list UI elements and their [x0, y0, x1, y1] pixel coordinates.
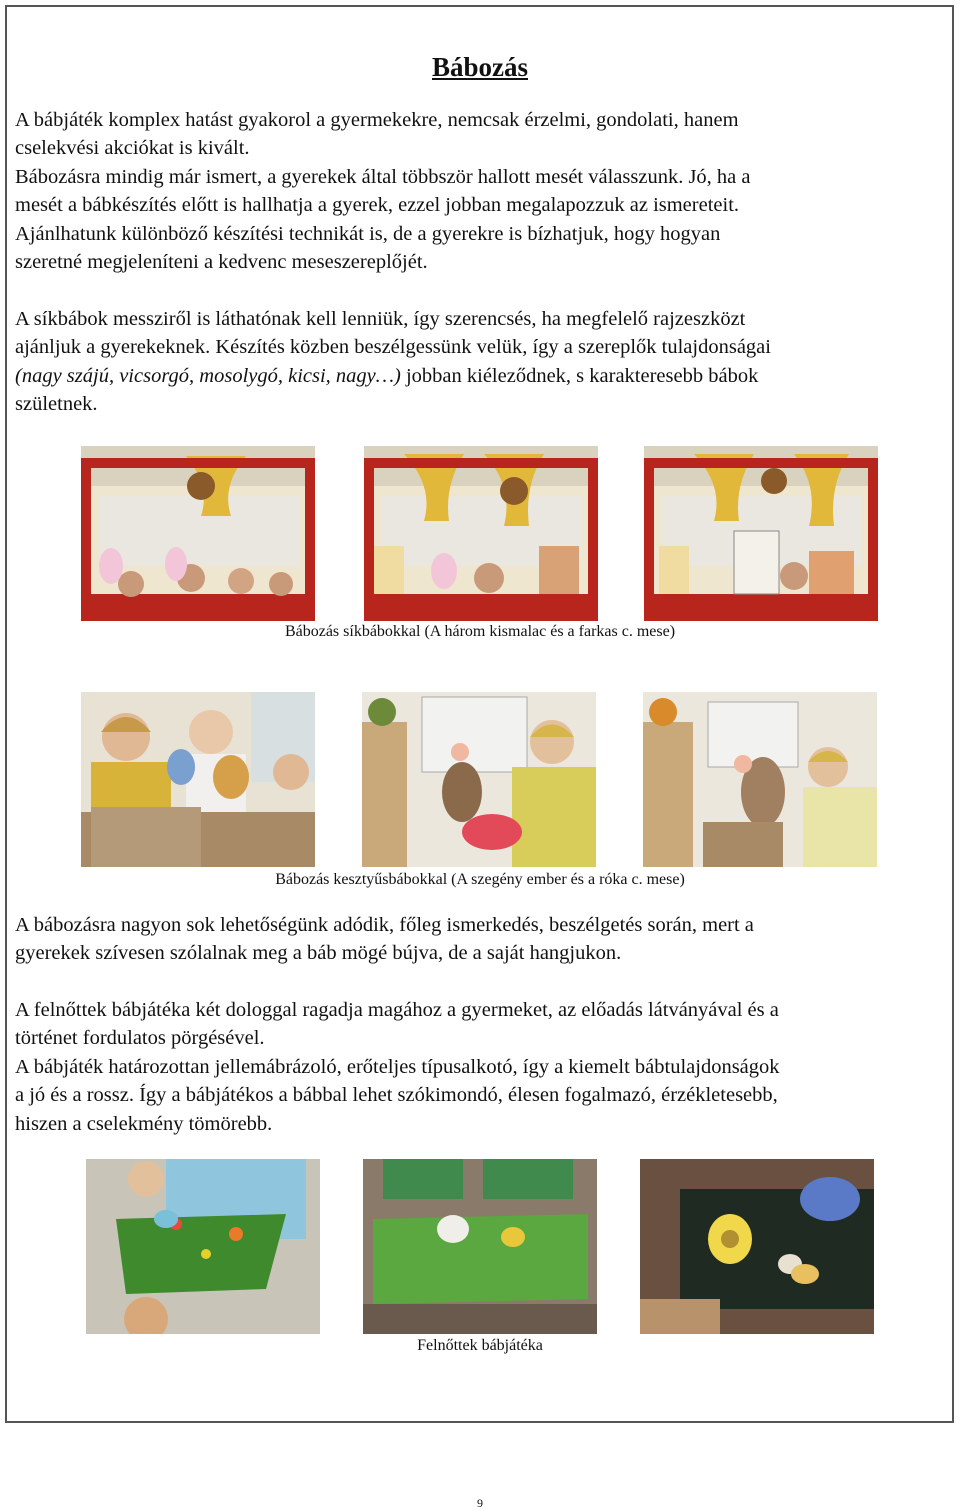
intro-paragraph [15, 106, 945, 276]
felnottek-line: történet fordulatos pörgésével. [15, 1027, 265, 1050]
photo-felnott-2 [363, 1159, 597, 1334]
lehetoseg-line: gyerekek szívesen szólalnak meg a báb mögé bújva, de a saját hangjukon. [15, 942, 622, 965]
felnottek-line: a jó és a rossz. Így a bábjátékos a bábbal lehet szókimondó, élesen fogalmazó, érzékletesebb, [15, 1084, 778, 1107]
lehetoseg-line: A bábozásra nagyon sok lehetőségünk adódik, főleg ismerkedés, beszélgetés során, mert a [15, 914, 754, 936]
sikbabok-paragraph [15, 305, 945, 419]
page-title: Bábozás [431, 52, 529, 82]
intro-line: A bábjáték komplex hatást gyakorol a gyermekekre, nemcsak érzelmi, gondolati, hanem [15, 109, 739, 131]
sikbabok-line: ajánljuk a gyerekeknek. Készítés közben beszélgessünk velük, így a szereplők tulajdonságai [15, 336, 771, 359]
italic-example: (nagy szájú, vicsorgó, mosolygó, kicsi, nagy…) [15, 364, 401, 387]
photo-kesztyu-1 [81, 692, 315, 867]
caption-kesztyu: Bábozás kesztyűsbábokkal (A szegény ember és a róka c. mese) [275, 871, 685, 888]
felnottek-line: A bábjáték határozottan jellemábrázoló, erőteljes típusalkotó, így a kiemelt bábtulajdonságok [15, 1055, 780, 1078]
photo-felnott-1 [86, 1159, 320, 1334]
photo-sikbab-1 [81, 446, 315, 621]
caption-felnott: Felnőttek bábjátéka [417, 1337, 543, 1354]
sikbabok-line: A síkbábok messziről is láthatónak kell lenniük, így szerencsés, ha megfelelő rajzeszközt [15, 308, 746, 330]
photo-sikbab-3 [644, 446, 878, 621]
page-number: 9 [477, 1496, 483, 1510]
photo-kesztyu-2 [362, 692, 596, 867]
photo-felnott-3 [640, 1159, 874, 1334]
sikbabok-line: születnek. [15, 393, 98, 416]
lehetoseg-paragraph [15, 911, 945, 968]
felnottek-line: hiszen a cselekmény tömörebb. [15, 1112, 273, 1135]
intro-line: szeretné megjeleníteni a kedvenc meseszereplőjét. [15, 251, 428, 274]
felnottek-line: A felnőttek bábjátéka két dologgal ragadja magához a gyermeket, az előadás látványával és a [15, 999, 779, 1021]
intro-line: mesét a bábkészítés előtt is hallhatja a gyerek, ezzel jobban megalapozzuk az ismereteit. [15, 194, 740, 217]
intro-line: Bábozásra mindig már ismert, a gyerekek által többször hallott mesét válasszunk. Jó, ha a [15, 165, 751, 188]
felnottek-paragraph [15, 996, 945, 1138]
photo-sikbab-2 [364, 446, 598, 621]
photo-kesztyu-3 [643, 692, 877, 867]
sikbabok-line [15, 362, 945, 390]
intro-line: Ajánlhatunk különböző készítési technikát is, de a gyerekre is bízhatjuk, hogy hogyan [15, 222, 721, 245]
intro-line: cselekvési akciókat is kivált. [15, 137, 250, 160]
sikbabok-line-rest: jobban kiéleződnek, s karakteresebb bábok [400, 364, 759, 387]
caption-sikbab: Bábozás síkbábokkal (A három kismalac és a farkas c. mese) [284, 623, 676, 640]
